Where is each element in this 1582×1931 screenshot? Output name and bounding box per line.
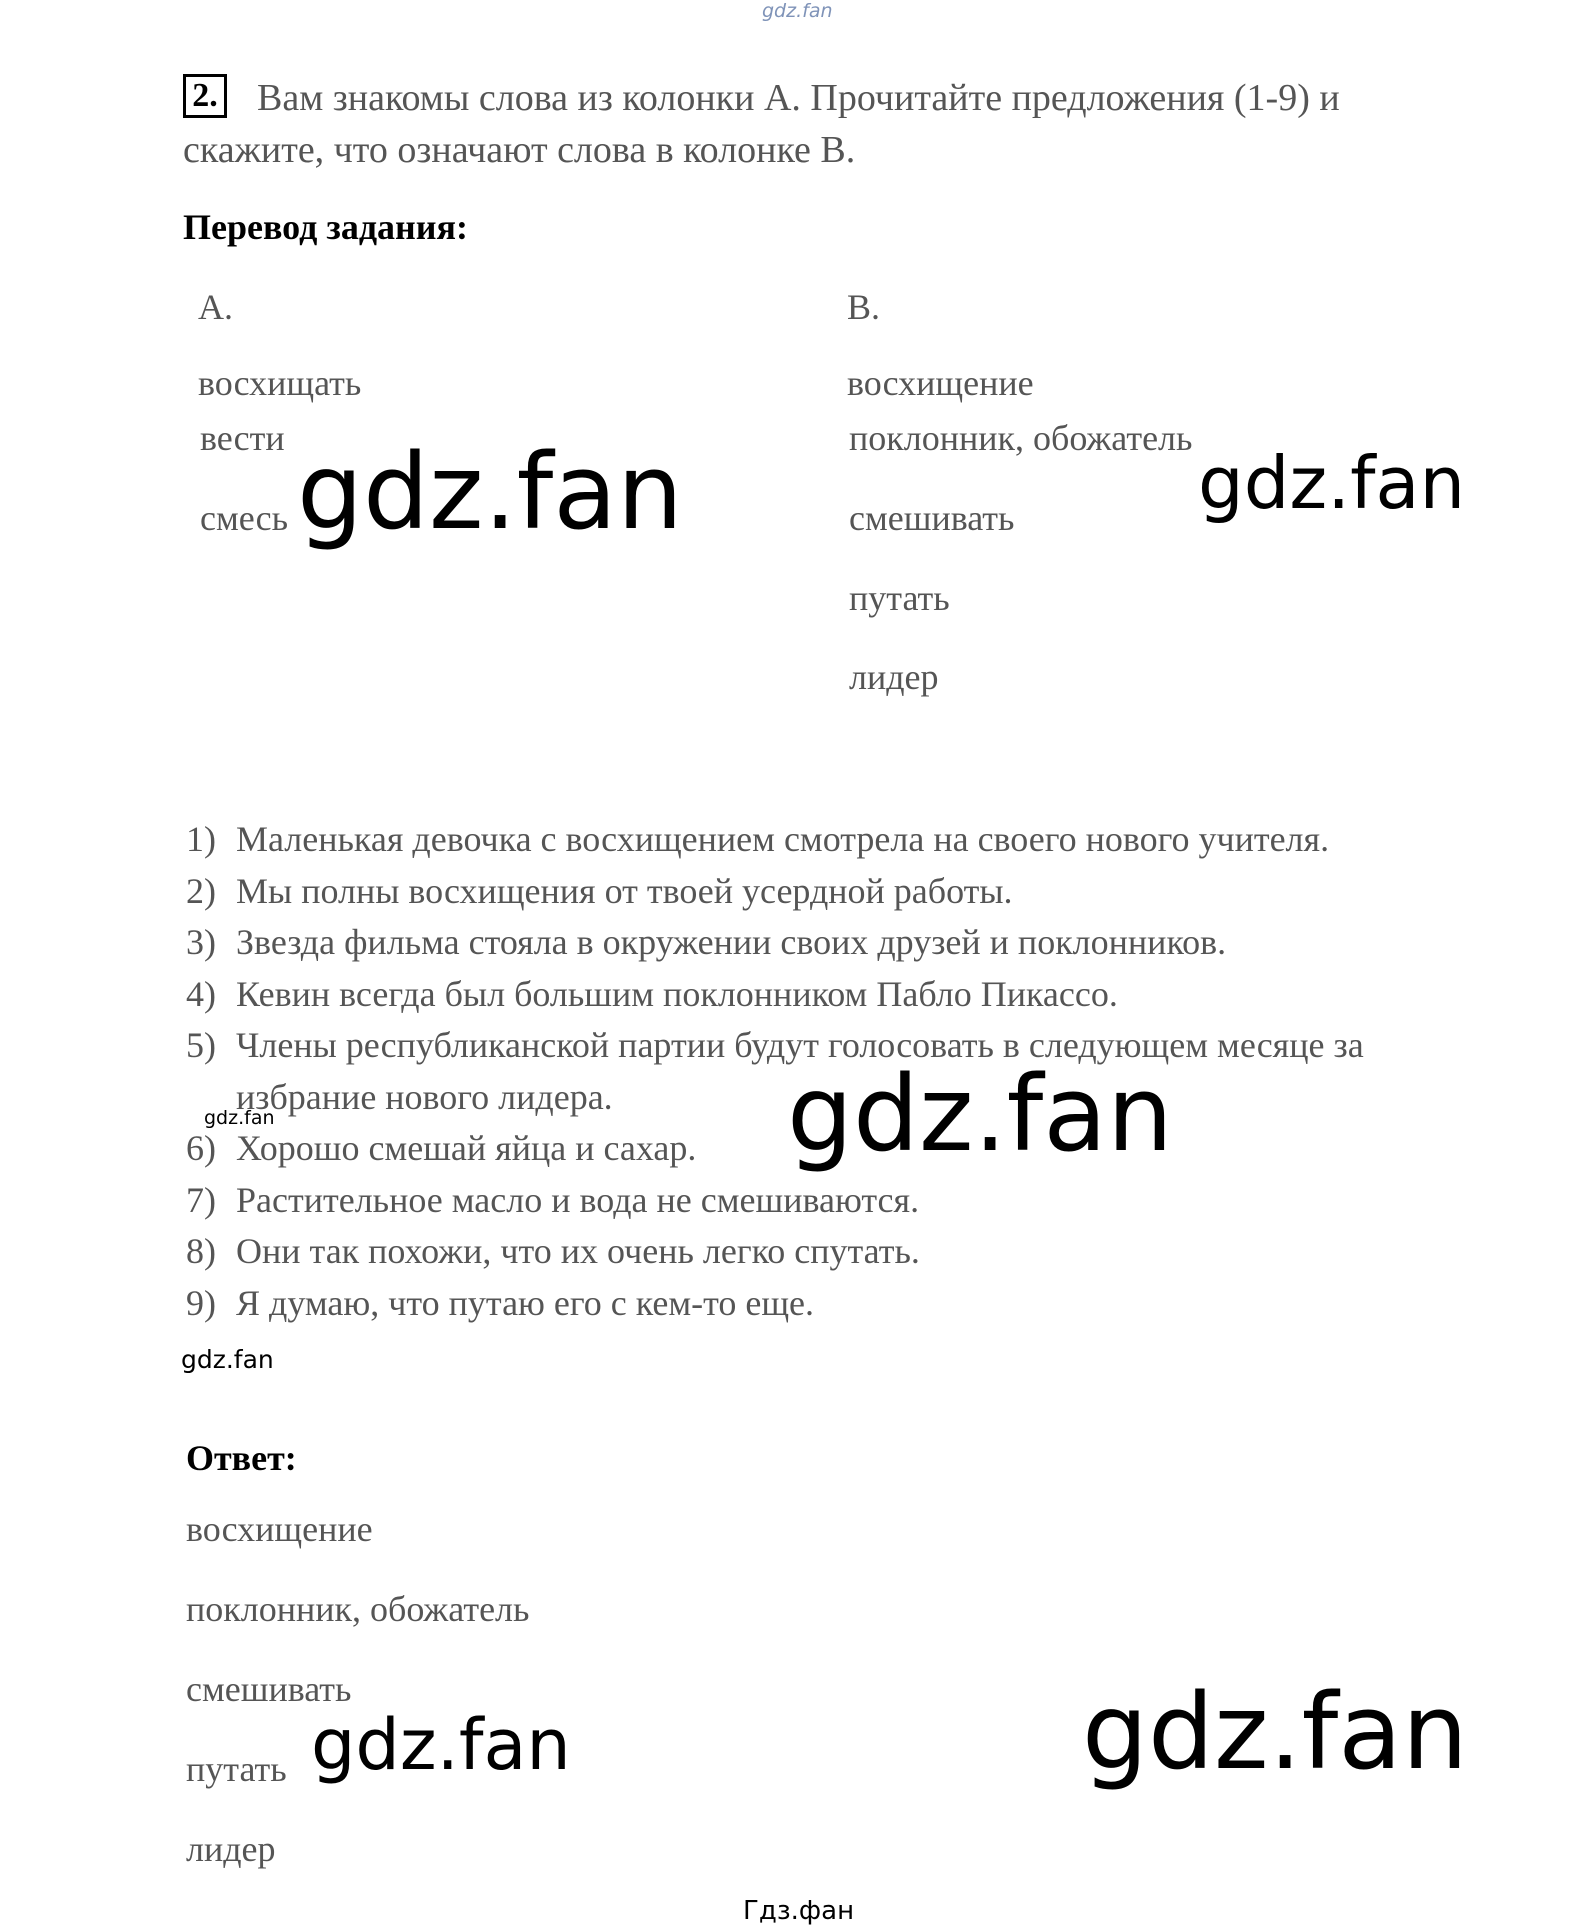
sentence-number: 7) — [186, 1179, 216, 1220]
column-a-word: восхищать — [198, 363, 362, 403]
column-b-word: восхищение — [847, 363, 1034, 403]
sentence-item — [186, 1226, 1486, 1278]
sentence-text: Мы полны восхищения от твоей усердной работы. — [236, 870, 1013, 911]
watermark-small: gdz.fan — [181, 1345, 274, 1374]
watermark-large: gdz.fan — [311, 1704, 571, 1786]
sentence-text: Они так похожи, что их очень легко спутать. — [236, 1231, 920, 1271]
watermark-top: gdz.fan — [762, 0, 833, 22]
sentence-number: 9) — [186, 1282, 216, 1323]
answer-item: путать — [186, 1749, 287, 1789]
sentence-text: Звезда фильма стояла в окружении своих друзей и поклонников. — [236, 922, 1227, 962]
watermark-large: gdz.fan — [787, 1053, 1173, 1175]
sentence-item — [186, 917, 1486, 969]
sentence-text: Растительное масло и вода не смешиваются. — [236, 1179, 920, 1220]
sentence-item — [186, 1278, 1486, 1330]
sentence-number: 4) — [186, 973, 216, 1014]
sentence-text: Хорошо смешай яйца и сахар. — [236, 1128, 697, 1168]
watermark-bottom: Гдз.фан — [743, 1896, 855, 1926]
watermark-large: gdz.fan — [297, 431, 683, 553]
sentence-item — [186, 1175, 1486, 1227]
sentence-text: Члены республиканской партии будут голосовать в следующем месяце за избрание нового лидера. — [236, 1025, 1364, 1117]
watermark-large: gdz.fan — [1198, 441, 1466, 525]
watermark-large: gdz.fan — [1082, 1671, 1468, 1793]
watermark-small: gdz.fan — [204, 1107, 275, 1129]
answer-item: лидер — [186, 1829, 276, 1869]
translation-heading: Перевод задания: — [183, 207, 468, 247]
sentence-text: Маленькая девочка с восхищением смотрела на своего нового учителя. — [236, 819, 1330, 859]
answer-item: смешивать — [186, 1669, 352, 1709]
answer-item: поклонник, обожатель — [186, 1589, 530, 1629]
sentence-number: 1) — [186, 819, 216, 859]
sentence-number: 3) — [186, 922, 216, 962]
column-b-word: лидер — [849, 657, 939, 697]
sentence-number: 8) — [186, 1231, 216, 1271]
answer-item: восхищение — [186, 1509, 373, 1549]
column-b-word: смешивать — [849, 498, 1015, 538]
column-a-word: вести — [200, 418, 285, 458]
task-instruction: Вам знакомы слова из колонки А. Прочитайте предложения (1-9) и скажите, что означают слова в колонке В. — [183, 77, 1340, 171]
sentence-number: 2) — [186, 870, 216, 911]
column-b-word: поклонник, обожатель — [849, 418, 1193, 458]
sentence-text: Я думаю, что путаю его с кем-то еще. — [236, 1282, 815, 1323]
sentence-text: Кевин всегда был большим поклонником Пабло Пикассо. — [236, 973, 1118, 1014]
column-b-label: В. — [847, 287, 881, 327]
column-b-word: путать — [849, 578, 950, 618]
sentence-item — [186, 866, 1486, 918]
task-number-box: 2. — [183, 74, 227, 118]
sentence-item — [186, 969, 1486, 1021]
column-a-label: А. — [198, 287, 233, 327]
sentence-item — [186, 814, 1486, 866]
column-a-word: смесь — [200, 498, 289, 538]
sentence-number: 5) — [186, 1025, 216, 1065]
answer-heading: Ответ: — [186, 1438, 297, 1478]
sentence-number: 6) — [186, 1128, 216, 1168]
